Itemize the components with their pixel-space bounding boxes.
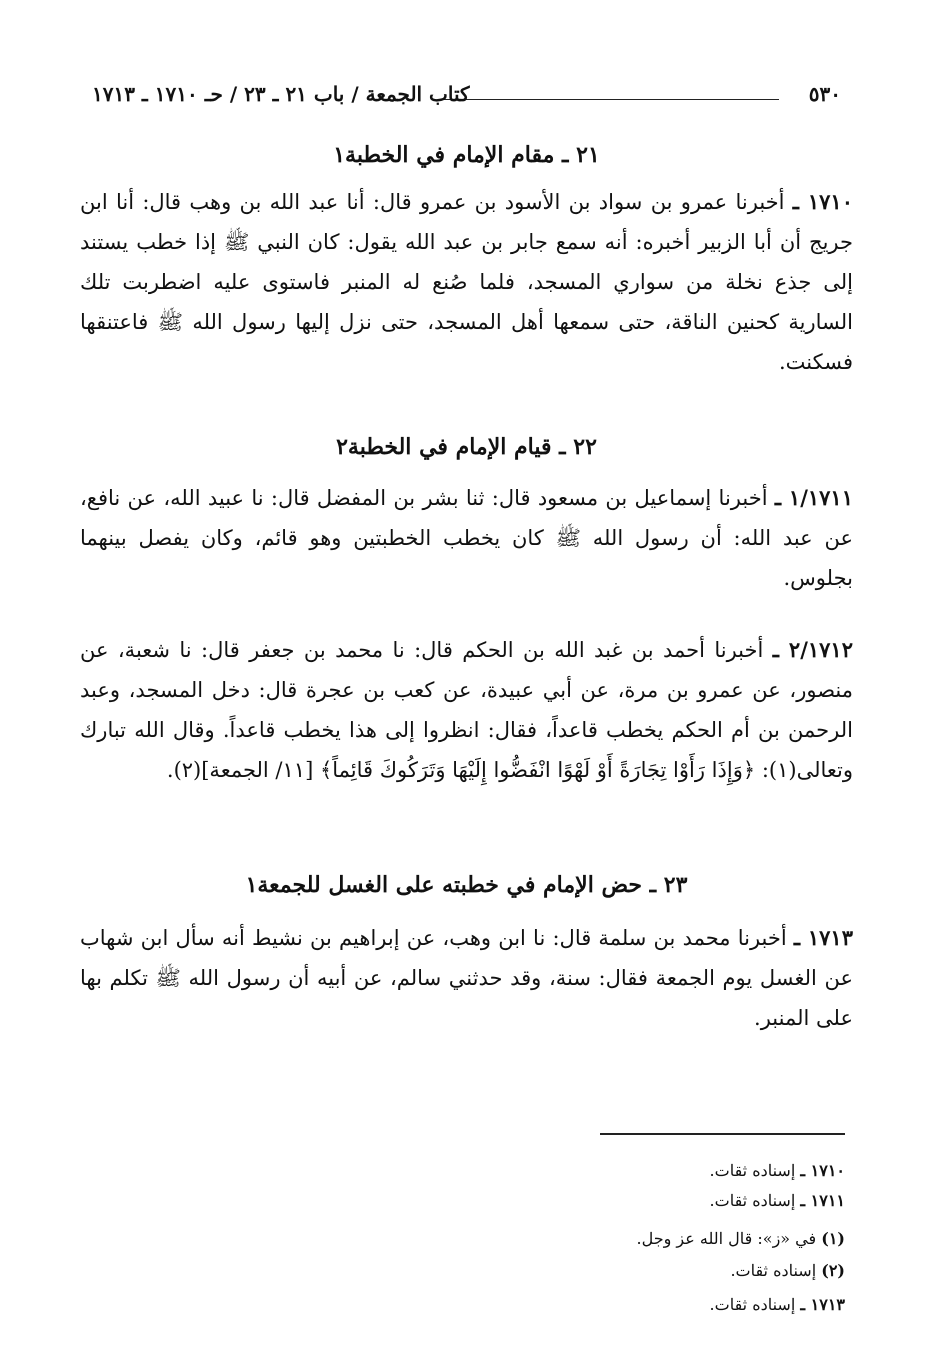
footnote-number: (٢) <box>821 1261 845 1280</box>
footnote-number: ١٧١٣ ـ <box>800 1295 845 1314</box>
footnote-text: إسناده ثقات. <box>709 1191 796 1210</box>
footnote <box>445 1188 845 1214</box>
footnote <box>445 1226 845 1252</box>
hadith-text: أخبرنا أحمد بن غبد الله بن الحكم قال: نا محمد بن جعفر قال: نا شعبة، عن منصور، عن عمرو بن مرة، عن أبي عبيدة، عن كعب بن عجرة قال: دخل المسجد، وعبد الرحمن بن أم الحكم يخطب قاعداً، فقال: انظروا إلى هذا يخطب قاعداً. وقال الله تبارك وتعالى(١): ﴿وَإِذَا رَأَوْا تِجَارَةً أَوْ لَهْوًا انْفَضُّوا إِلَيْهَا وَتَرَكُوكَ قَائِماً﴾ [١١/ الجمعة](٢). <box>80 638 853 782</box>
footnote-rule <box>600 1133 845 1135</box>
header-title: كتاب الجمعة / باب ٢١ ـ ٢٣ / حـ ١٧١٠ ـ ١٧١٣ <box>92 82 470 106</box>
footnote-number: (١) <box>821 1229 845 1248</box>
hadith-text: أخبرنا إسماعيل بن مسعود قال: ثنا بشر بن المفضل قال: نا عبيد الله، عن نافع، عن عبد الله: أن رسول الله ﷺ كان يخطب الخطبتين وهو قائم، وكان يفصل بينهما بجلوس. <box>80 486 853 590</box>
header-rule <box>444 99 779 100</box>
footnote <box>445 1158 845 1184</box>
section-heading: ٢١ ـ مقام الإمام في الخطبة١ <box>333 142 600 168</box>
hadith-text: أخبرنا عمرو بن سواد بن الأسود بن عمرو قال: أنا عبد الله بن وهب قال: أنا ابن جريج أن أبا الزبير أخبره: أنه سمع جابر بن عبد الله يقول: كان النبي ﷺ إذا خطب يستند إلى جذع نخلة من سواري المسجد، فلما صُنع له المنبر فاستوى عليه اضطربت تلك السارية كحنين الناقة، حتى سمعها أهل المسجد، حتى نزل إليها رسول الله ﷺ فاعتنقها فسكنت. <box>80 190 853 374</box>
hadith-number: ١/١٧١١ ـ <box>774 485 853 510</box>
footnote-text: إسناده ثقات. <box>730 1261 817 1280</box>
footnote-text: في «ز»: قال الله عز وجل. <box>636 1229 817 1248</box>
hadith-number: ١٧١٣ ـ <box>793 925 853 950</box>
hadith-paragraph <box>80 918 853 1038</box>
footnote-text: إسناده ثقات. <box>709 1161 796 1180</box>
hadith-text: أخبرنا محمد بن سلمة قال: نا ابن وهب، عن إبراهيم بن نشيط أنه سأل ابن شهاب عن الغسل يوم الجمعة فقال: سنة، وقد حدثني سالم، عن أبيه أن رسول الله ﷺ تكلم بها على المنبر. <box>80 926 853 1030</box>
hadith-paragraph <box>80 478 853 598</box>
hadith-number: ١٧١٠ ـ <box>792 189 853 214</box>
hadith-paragraph <box>80 182 853 382</box>
hadith-number: ٢/١٧١٢ ـ <box>772 637 853 662</box>
footnote-number: ١٧١١ ـ <box>800 1191 845 1210</box>
footnote <box>445 1258 845 1284</box>
page-number: ٥٣٠ <box>808 82 841 106</box>
section-heading: ٢٣ ـ حض الإمام في خطبته على الغسل للجمعة١ <box>245 872 688 898</box>
running-header <box>92 80 841 108</box>
hadith-paragraph <box>80 630 853 790</box>
footnote <box>445 1292 845 1318</box>
section-heading: ٢٢ ـ قيام الإمام في الخطبة٢ <box>336 434 597 460</box>
footnote-number: ١٧١٠ ـ <box>800 1161 845 1180</box>
footnote-text: إسناده ثقات. <box>709 1295 796 1314</box>
